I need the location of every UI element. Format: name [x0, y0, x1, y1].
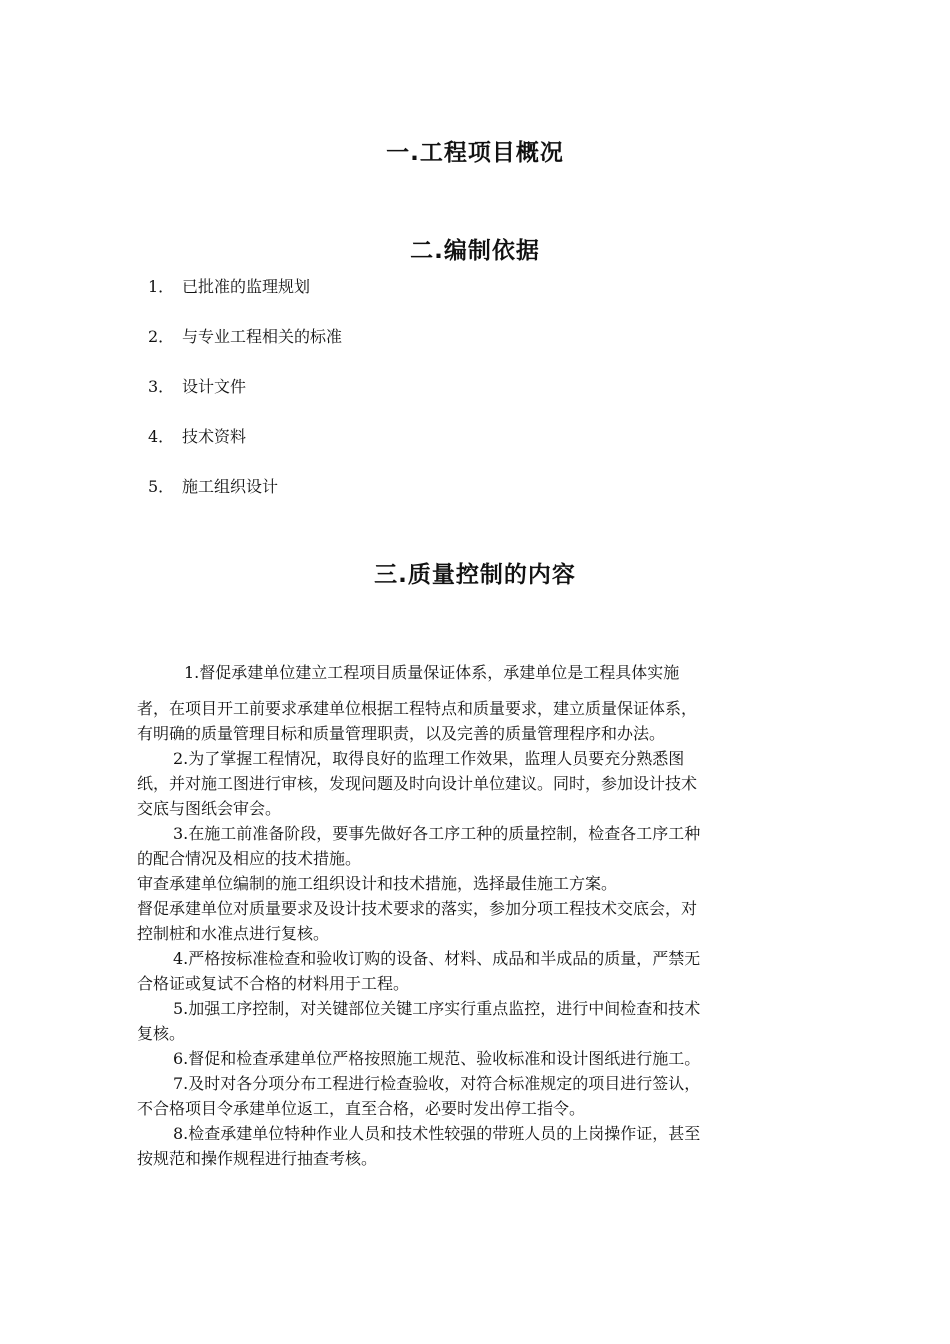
body-line: 1.督促承建单位建立工程项目质量保证体系，承建单位是工程具体实施 [184, 663, 680, 682]
list-item-text: 技术资料 [182, 427, 247, 446]
list-item-text: 已批准的监理规划 [182, 277, 311, 296]
body-line: 不合格项目令承建单位返工，直至合格，必要时发出停工指令。 [137, 1099, 586, 1118]
body-line: 按规范和操作规程进行抽查考核。 [137, 1149, 378, 1168]
body-line: 控制桩和水准点进行复核。 [137, 924, 330, 943]
body-line: 复核。 [137, 1024, 186, 1043]
list-item-text: 施工组织设计 [182, 477, 279, 496]
list-item [148, 424, 342, 474]
body-line: 7.及时对各分项分布工程进行检查验收，对符合标准规定的项目进行签认， [173, 1074, 701, 1093]
body-line: 5.加强工序控制，对关键部位关键工序实行重点监控，进行中间检查和技术 [173, 999, 701, 1018]
body-line: 纸，并对施工图进行审核，发现问题及时向设计单位建议。同时，参加设计技术 [137, 774, 698, 793]
body-line: 6.督促和检查承建单位严格按照施工规范、验收标准和设计图纸进行施工。 [173, 1049, 701, 1068]
list-item [148, 274, 342, 324]
body-line: 审查承建单位编制的施工组织设计和技术措施，选择最佳施工方案。 [137, 874, 618, 893]
list-item [148, 324, 342, 374]
quality-control-body [137, 660, 813, 1171]
body-line: 合格证或复试不合格的材料用于工程。 [137, 974, 410, 993]
body-line: 4.严格按标准检查和验收订购的设备、材料、成品和半成品的质量，严禁无 [173, 949, 701, 968]
list-item-number: 2． [148, 327, 175, 346]
list-item-number: 3． [148, 377, 175, 396]
list-item-number: 4． [148, 427, 175, 446]
basis-list [148, 274, 342, 524]
list-item-text: 与专业工程相关的标准 [182, 327, 343, 346]
body-line: 3.在施工前准备阶段，要事先做好各工序工种的质量控制，检查各工序工种 [173, 824, 701, 843]
list-item [148, 374, 342, 424]
body-line: 的配合情况及相应的技术措施。 [137, 849, 362, 868]
body-line: 有明确的质量管理目标和质量管理职责，以及完善的质量管理程序和办法。 [137, 724, 666, 743]
section-title-quality-control: 三.质量控制的内容 [374, 562, 576, 588]
list-item-number: 5． [148, 477, 175, 496]
list-item-text: 设计文件 [182, 377, 247, 396]
body-line: 者，在项目开工前要求承建单位根据工程特点和质量要求，建立质量保证体系， [137, 699, 698, 718]
list-item [148, 474, 342, 524]
body-line: 8.检查承建单位特种作业人员和技术性较强的带班人员的上岗操作证，甚至 [173, 1124, 701, 1143]
body-line: 2.为了掌握工程情况，取得良好的监理工作效果，监理人员要充分熟悉图 [173, 749, 685, 768]
section-title-project-overview: 一.工程项目概况 [386, 140, 564, 166]
body-line: 督促承建单位对质量要求及设计技术要求的落实，参加分项工程技术交底会，对 [137, 899, 698, 918]
list-item-number: 1． [148, 277, 175, 296]
section-title-compilation-basis: 二.编制依据 [410, 238, 540, 264]
body-line: 交底与图纸会审会。 [137, 799, 282, 818]
